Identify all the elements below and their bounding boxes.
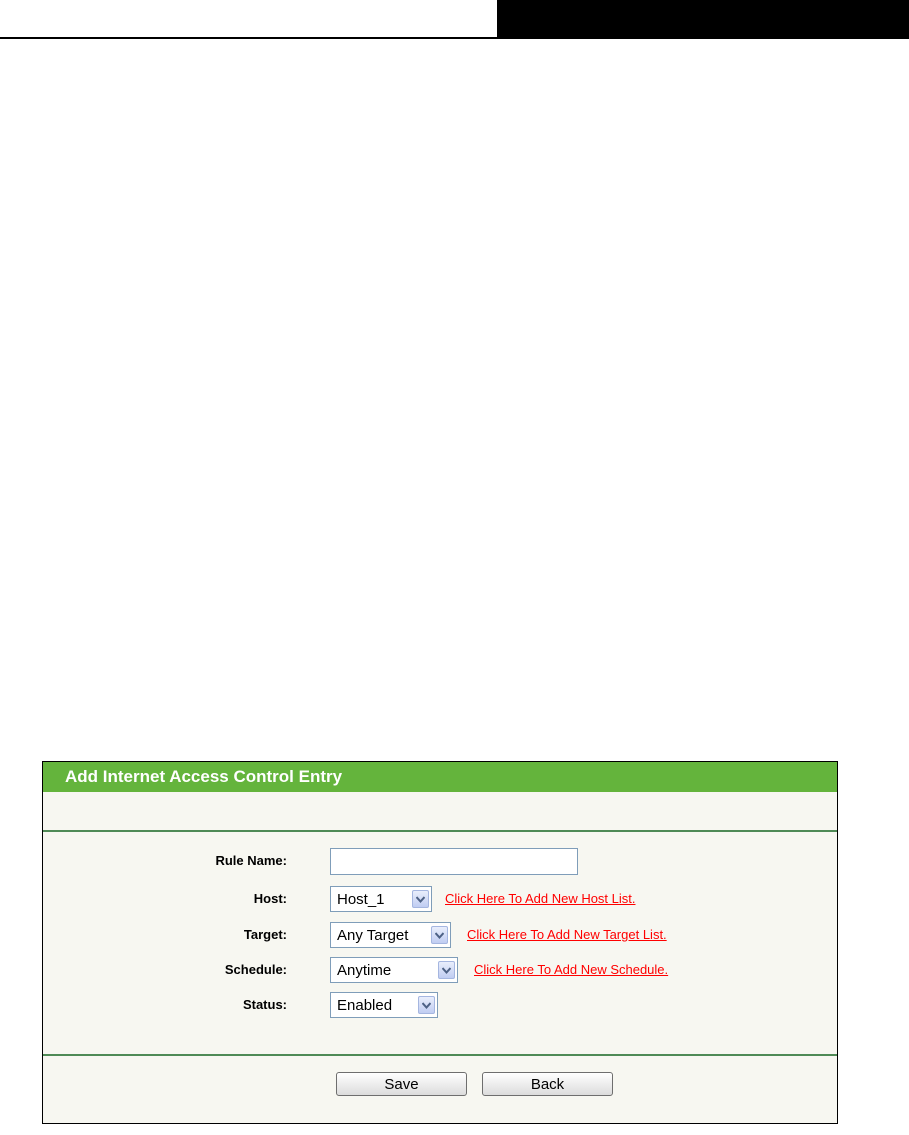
target-label: Target:: [243, 927, 287, 942]
status-select[interactable]: [330, 992, 438, 1018]
schedule-label: Schedule:: [224, 962, 287, 977]
schedule-select[interactable]: [330, 957, 458, 983]
divider-bottom: [43, 1054, 837, 1056]
schedule-select-value: Anytime: [337, 962, 392, 979]
add-target-list-link[interactable]: Click Here To Add New Target List.: [467, 927, 667, 942]
rule-name-row: [43, 848, 837, 874]
access-control-panel: [42, 761, 838, 1124]
divider-top: [43, 830, 837, 832]
chevron-down-icon[interactable]: [438, 961, 455, 979]
host-label: Host:: [253, 891, 287, 906]
page-header-rule: [0, 37, 498, 39]
add-host-list-link[interactable]: Click Here To Add New Host List.: [445, 891, 636, 906]
rule-name-label: Rule Name:: [215, 853, 287, 868]
host-select-value: Host_1: [337, 891, 385, 908]
status-select-value: Enabled: [337, 997, 393, 1014]
page-header-bar: [497, 0, 909, 39]
target-select-value: Any Target: [337, 927, 409, 944]
chevron-down-icon[interactable]: [431, 926, 448, 944]
save-button[interactable]: Save: [336, 1072, 467, 1096]
back-button[interactable]: Back: [482, 1072, 613, 1096]
target-row: [43, 922, 837, 948]
target-select[interactable]: [330, 922, 451, 948]
host-select[interactable]: [330, 886, 432, 912]
schedule-row: [43, 957, 837, 983]
status-label: Status:: [242, 997, 287, 1012]
panel-title: Add Internet Access Control Entry: [43, 762, 837, 792]
add-schedule-link[interactable]: Click Here To Add New Schedule.: [474, 962, 669, 977]
chevron-down-icon[interactable]: [418, 996, 435, 1014]
chevron-down-icon[interactable]: [412, 890, 429, 908]
host-row: [43, 886, 837, 912]
rule-name-input[interactable]: [330, 848, 578, 875]
status-row: [43, 992, 837, 1018]
